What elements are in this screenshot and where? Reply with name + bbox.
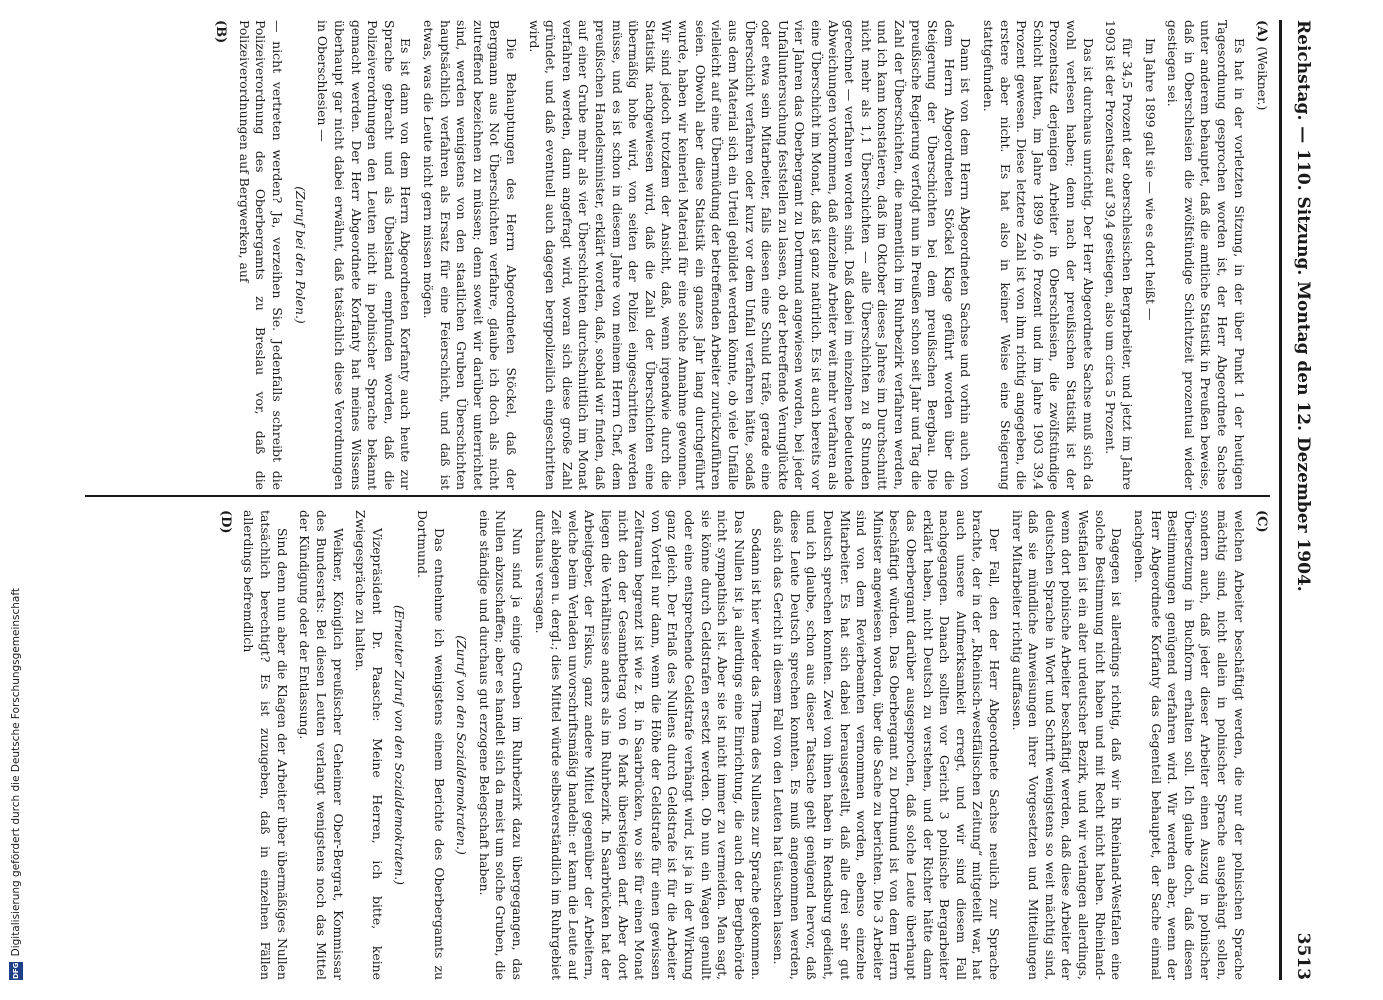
paragraph: Vizepräsident Dr. Paasche: Meine Herren, ich bitte, keine Zwiegespräche zu halten. bbox=[353, 510, 385, 980]
column-divider bbox=[85, 495, 1270, 497]
interjection: (Zuruf bei den Polen.) bbox=[292, 186, 308, 324]
paragraph: Das ist durchaus unrichtig. Der Herr Abgeordnete Sachse muß sich da wohl verlesen haben; denn nach der preußischen Statistik ist der Prozentsatz derjenigen Arbeiter in Oberschlesien, die zwölfstündige Schicht hatten, im Jahre 1899 40,6 Prozent und im Jahre 1903 39,4 Prozent gewesen. Diese letztere Zahl ist von ihm richtig angegeben, die erstere aber nicht. Es hat also in keiner Weise eine Steigerung stattgefunden. bbox=[981, 20, 1096, 490]
paragraph: Sind denn nun aber die Klagen der Arbeiter über übermäßiges Nullen tatsächlich berechtigt? Es ist zuzugeben, daß in einzelnen Fällen allerdings befremdlich bbox=[241, 510, 290, 980]
paragraph: Weikner, Königlich preußischer Geheimer Ober-Bergrat, Kommissar des Bundesrats: Bei diesen Leuten verlangt wenigstens noch das Mittel der Kündigung oder der Entlassung. bbox=[297, 510, 346, 980]
paragraph: Dagegen ist allerdings richtig, daß wir in Rheinland-Westfalen eine solche Bestimmung nicht haben und mit Recht nicht haben. Rheinland-Westfalen ist ein alter urdeutscher Bezirk, und wir verlangen allerdings, wenn dort polnische Arbeiter beschäftigt werden, daß diese Arbeiter der deutschen Sprache in Wort und Schrift wenigstens so weit mächtig sind, daß sie mündliche Anweisungen ihrer Vorgesetzten und Mitteilungen ihrer Mitarbeiter richtig auffassen. bbox=[1009, 510, 1125, 980]
paragraph: Die Behauptungen des Herrn Abgeordneten Stöckel, daß der Bergmann aus Not Überschichten verfahre, glaube ich doch als nicht zutreffend bezeichnen zu müssen; denn soweit wir darüber unterrichtet sind, werden wenigstens von den staatlichen Gruben Überschichten hauptsächlich verfahren als Ersatz für eine Feierschicht, und daß ist etwas, was die Leute nicht gern missen mögen. bbox=[420, 20, 519, 490]
quote-paragraph: für 34,5 Prozent der oberschlesischen Bergarbeiter, und jetzt im Jahre 1903 ist der Prozentsatz auf 39,4 gestiegen, also um circa 5 Prozent. bbox=[1103, 20, 1135, 490]
paragraph: — nicht vertreten werden? Ja, verzeihen Sie. Jedenfalls schreibt die Polizeiverordnung des Oberbergamts zu Breslau vor, daß die Polizeiverordnungen auf Bergwerken, auf bbox=[236, 20, 286, 490]
speaker-name: (Weikner.) bbox=[1255, 46, 1270, 111]
paragraph: Der Fall, den der Herr Abgeordnete Sachse neulich zur Sprache brachte, der in der „Rheinisch-westfälischen Zeitung“ mitgeteilt war, hat auch unsere Aufmerksamkeit erregt, und wir sind diesem Fall nachgegangen. Danach sollten vor Gericht 3 polnische Bergarbeiter erklärt haben, nicht Deutsch zu verstehen, und der Richter hätte dann das Oberbergamt darüber ausgesprochen, daß solche Leute überhaupt beschäftigt würden. Das Oberbergamt zu Dortmund ist von dem Herrn Minister angewiesen worden, über die Sache zu berichten. Die 3 Arbeiter sind von dem Revierbeamten vernommen worden, ebenso einzelne Mitarbeiter. Es hat sich dabei herausgestellt, daß alle drei sehr gut Deutsch sprechen konnten. Zwei von ihnen haben in Rendsburg gedient, und ich glaube, schon aus dieser Tatsache geht genügend hervor, daß diese Leute Deutsch sprechen konnten. Es muß angenommen werden, daß sich das Gericht in diesem Fall von den Leuten hat täuschen lassen. bbox=[771, 510, 1003, 980]
right-column bbox=[80, 510, 1270, 980]
paragraph: Im Jahre 1899 galt sie — wie es dort heißt — bbox=[1142, 38, 1158, 321]
marker-d: (D) bbox=[217, 510, 233, 534]
paragraph: Es ist dann von dem Herrn Abgeordneten Korfanty auch heute zur Sprache gebracht und als Übelstand empfunden worden, daß die Polizeiverordnungen den Leuten nicht in polnischer Sprache bekannt gemacht werden. Der Herr Abgeordnete Korfanty hat meines Wissens überhaupt gar nicht dabei erwähnt, daß tatsächlich diese Verordnungen in Oberschlesien — bbox=[315, 20, 414, 490]
digitization-strip bbox=[6, 150, 26, 980]
paragraph: Es hat in der vorletzten Sitzung, in der über Punkt 1 der heutigen Tagesordnung gesprochen worden ist, der Herr Abgeordnete Sachse unter anderem behauptet, daß die amtliche Statistik in Preußen beweise, daß in Oberschlesien die zwölfstündige Schichtzeit prozentual wieder gestiegen sei. bbox=[1165, 20, 1247, 490]
header-rule bbox=[1279, 20, 1282, 980]
paragraph: welchen Arbeiter beschäftigt werden, die nur der polnischen Sprache mächtig sind, nicht allein in polnischer Sprache ausgehängt sollen, sondern auch, daß jeder dieser Arbeiter einen Auszug in polnischer Übersetzung in Buchform erhalten soll. Ich glaube doch, daß diesen Bestimmungen genügend verfahren wird. Wir werden aber, wenn der Herr Abgeordnete Korfanty das Gegenteil behauptet, der Sache einmal nachgehen. bbox=[1131, 510, 1247, 980]
interjection: (Erneuter Zuruf von den Sozialdemokraten.) bbox=[392, 605, 408, 885]
header-title: Reichstag. — 110. Sitzung. Montag den 12. Dezember 1904. bbox=[1293, 20, 1313, 592]
page-header bbox=[1284, 20, 1322, 980]
newspaper-page bbox=[60, 0, 1330, 1000]
paragraph: Sodann ist hier wieder das Thema des Nullens zur Sprache gekommen. Das Nullen ist ja allerdings eine Einrichtung, die auch der Bergbehörde nicht sympathisch ist. Aber sie ist nicht immer zu vermeiden. Man sagt, sie könne durch Geldstrafen ersetzt werden. Ob nun ein Wagen genullt oder eine entsprechende Geldstrafe verhängt wird, ist ja in der Wirkung ganz gleich. Der Erlaß des Nullens durch Geldstrafe ist für die Arbeiter von Vorteil nur dann, wenn die Höhe der Geldstrafe für einen gewissen Zeitraum begrenzt ist wie z. B. in Saarbrücken, wo sie für einen Monat nicht den der Gesamtbetrag von 6 Mark übersteigen darf. Aber dort liegen die Verhältnisse anders als im Ruhrbezirk. In Saarbrücken hat der Arbeitgeber, der Fiskus, ganz andere Mittel gegenüber der Arbeitern, welche beim Verladen unvorschriftsmäßig handeln: er kann die Leute auf Zeit ablegen u. dergl.; dies Mittel würde selbstverständlich im Ruhrgebiet durchaus versagen. bbox=[532, 510, 764, 980]
digitization-note: Digitalisierung gefördert durch die Deutsche Forschungsgemeinschaft bbox=[10, 587, 22, 956]
marker-c: (C) bbox=[1254, 510, 1269, 533]
paragraph: Das entnehme ich wenigstens einem Berichte des Oberbergamts zu Dortmund. bbox=[414, 510, 447, 980]
dfg-logo: DFG bbox=[9, 962, 23, 980]
paragraph: Dann ist von dem Herrn Abgeordneten Sachse und vorhin auch von dem Herrn Abgeordneten Stöckel Klage geführt worden über die Steigerung der Überschichten bei dem preußischen Bergbau. Die preußische Regierung verfolgt nun in Preußen schon seit Jahr und Tag die Zahl der Überschichten, die namentlich im Ruhrbezirk verfahren werden, und ich kann konstatieren, daß im Oktober dieses Jahres im Durchschnitt nicht mehr als 1,1 Überschichten — alle Überschichten zu 8 Stunden gerechnet — verfahren worden sind. Daß dabei im einzelnen bedeutende Abweichungen vorkommen, daß einzelne Arbeiter weit mehr verfahren als eine Überschicht im Monat, daß ist ganz natürlich. Es ist auch bereits vor vier Jahren das Oberbergamt zu Dortmund angewiesen worden, bei jeder Unfalluntersuchung feststellen zu lassen, ob der betreffende Verunglückte oder etwa sein Mitarbeiter, falls diesen eine Schuld träfe, gerade eine Überschicht verfahren oder kurz vor dem Unfall verfahren hätte, sodaß aus dem Material sich ein Urteil gebildet werden könnte, ob viele Unfälle vielleicht auf eine Übermüdung der betreffenden Arbeiter zurückzuführen seien. Obwohl aber diese Statistik ein ganzes Jahr lang durchgeführt wurde, haben wir keinerlei Material für eine solche Annahme gewonnen. Wir sind jedoch trotzdem der Ansicht, daß, wenn irgendwie durch die Statistik nachgewiesen wird, daß die Zahl der Überschichten eine übermäßig hohe wird, von seiten der Polizei eingeschritten werden müsse, und es ist schon in diesem Jahre von meinem Herrn Chef, dem preußischen Handelsminister, erklärt worden, daß, sobald wir finden, daß auf einer Grube mehr als vier Überschichten durchschnittlich im Monat verfahren werden, dann angefragt wird, woran sich diese große Zahl gründet, und daß eventuell auch dagegen bergpolizeilich eingeschritten wird. bbox=[526, 20, 974, 490]
paragraph: Nun sind ja einige Gruben im Ruhrbezirk dazu übergegangen, das Nullen abzuschaffen; aber es handelt sich da meist um solche Gruben, die eine ständige und durchaus gut erzogene Belegschaft haben. bbox=[476, 510, 525, 980]
marker-a: (A) bbox=[1254, 20, 1269, 43]
page-number: 3513 bbox=[1293, 932, 1313, 980]
marker-b: (B) bbox=[213, 20, 229, 44]
interjection: (Zuruf von den Sozialdemokraten.) bbox=[454, 635, 470, 855]
left-column bbox=[80, 20, 1270, 490]
